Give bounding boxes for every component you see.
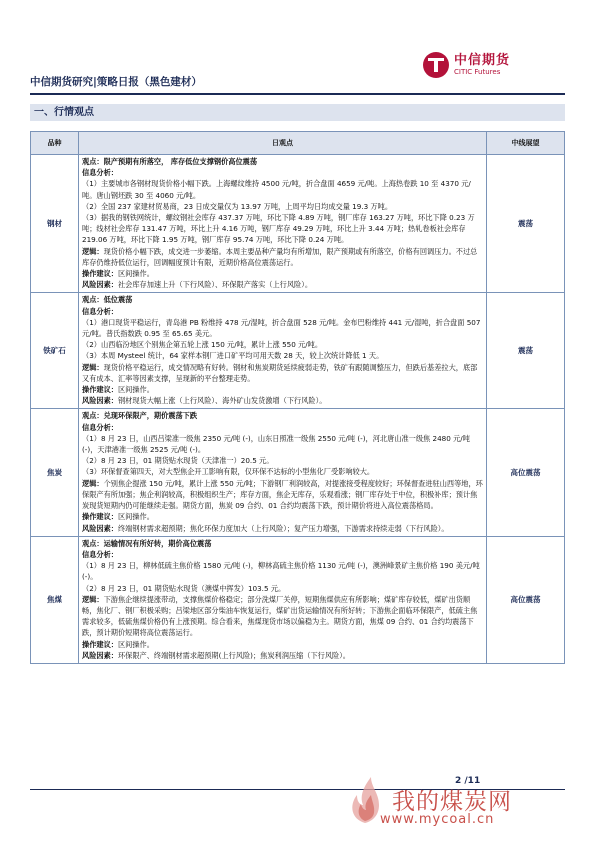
view-line-text: 观点：运输情况有所好转，期价高位震荡 (82, 538, 212, 548)
view-line-text: （2）8 月 23 日，01 期货贴水现货（澳煤中挥发）103.5 元。 (82, 583, 286, 593)
category-cell: 焦煤 (31, 536, 79, 663)
view-line (82, 201, 483, 212)
view-line (82, 583, 483, 594)
view-line (82, 317, 483, 339)
category-cell: 焦炭 (31, 409, 79, 536)
mid-term-outlook-cell: 震荡 (487, 155, 565, 293)
daily-view-cell (79, 536, 487, 663)
view-line-lead: 逻辑： (82, 362, 104, 372)
citic-logo (423, 52, 510, 78)
header-mid-term: 中线展望 (487, 132, 565, 155)
header-daily-view: 日观点 (79, 132, 487, 155)
view-line (82, 268, 483, 279)
market-view-table (30, 131, 565, 664)
view-line-text: （2）山西临汾地区个别焦企第五轮上涨 150 元/吨，累计上涨 550 元/吨。 (82, 340, 323, 350)
view-line-lead: 逻辑： (82, 246, 104, 256)
view-line-lead: 操作建议： (82, 639, 118, 649)
table-row (31, 155, 565, 293)
view-line-lead: 风险因素： (82, 650, 118, 660)
category-cell: 铁矿石 (31, 293, 79, 409)
watermark-url: www.mycoal.cn (380, 812, 495, 827)
header-divider (30, 93, 565, 95)
view-line (82, 538, 483, 549)
category-cell: 钢材 (31, 155, 79, 293)
view-line-text: 区间操作。 (117, 385, 154, 395)
view-line (82, 478, 483, 512)
view-line-lead: 风险因素： (82, 396, 118, 406)
view-line-text: （3）环保督查第四天，对大型焦企开工影响有限，仅环保不达标的小型焦化厂受影响较大。 (82, 467, 375, 477)
view-line (82, 350, 483, 361)
table-row (31, 293, 565, 409)
view-line-lead: 风险因素： (82, 523, 118, 533)
citic-logo-icon (423, 52, 449, 78)
view-line-text: 下游焦企继续提涨带动，支撑焦煤价格稳定；部分洗煤厂关停，短期焦煤供应有所影响；煤矿库存较低，煤矿出货顺畅，焦化厂、钢厂积极采购；吕梁地区部分柴油车恢复运行，煤矿出货运输情况有所好转；下游焦企面临环保限产，低硫主焦需求较多，低硫焦煤价格仍有上涨预期。综合看来，焦煤现货市场以偏稳为主。期货方面，焦煤 09 合约、01 合约均震荡下跌，预计期价短期将高位震荡运行。 (82, 594, 478, 638)
view-line-lead: 逻辑： (82, 594, 104, 604)
view-line-text: 观点：低位震荡 (82, 295, 133, 305)
view-line (82, 339, 483, 350)
view-line (82, 549, 483, 560)
view-line-text: 钢材现货大幅上涨（上行风险）、海外矿山发货激增（下行风险）。 (117, 396, 327, 406)
daily-view-cell (79, 409, 487, 536)
view-line (82, 511, 483, 522)
view-line (82, 178, 483, 200)
view-line-text: （3）本周 Mysteel 统计，64 家样本钢厂进口矿平均可用天数 28 天，较上次统计降低 1 天。 (82, 351, 384, 361)
watermark-text: 我的煤炭网 (392, 789, 512, 815)
view-line (82, 466, 483, 477)
header-category: 品种 (31, 132, 79, 155)
view-line (82, 422, 483, 433)
view-line-lead: 操作建议： (82, 269, 118, 279)
view-line-text: 信息分析： (82, 168, 118, 178)
view-line (82, 410, 483, 421)
view-line (82, 523, 483, 534)
view-line (82, 279, 483, 290)
mid-term-outlook-cell: 高位震荡 (487, 536, 565, 663)
view-line (82, 560, 483, 582)
view-line-text: （1）主要城市各钢材现货价格小幅下跌。上海螺纹维持 4500 元/吨，折合盘面 4659 元/吨。上海热卷跌 10 至 4370 元/吨。唐山钢坯跌 30 至 4060 元/吨。 (82, 179, 471, 200)
view-line (82, 246, 483, 268)
mid-term-outlook-cell: 高位震荡 (487, 409, 565, 536)
view-line-text: 环保限产、终端钢材需求超预期(上行风险)；焦炭利润压缩（下行风险）。 (117, 650, 350, 660)
view-line (82, 294, 483, 305)
view-line-lead: 操作建议： (82, 385, 118, 395)
view-line (82, 433, 483, 455)
view-line (82, 639, 483, 650)
view-line-text: 区间操作。 (117, 269, 154, 279)
view-line (82, 594, 483, 639)
view-line-text: （1）8 月 23 日，柳林低硫主焦价格 1580 元/吨 (-)，柳林高硫主焦价格 1130 元/吨 (-)，澳洲峰景矿主焦价格 190 美元/吨 (-)。 (82, 561, 480, 582)
flame-watermark-icon (345, 775, 385, 825)
view-line-text: （3）据我的钢铁网统计，螺纹钢社会库存 437.37 万吨，环比下降 4.89 万吨，钢厂库存 163.27 万吨，环比下降 0.23 万吨；线材社会库存 131.47 万吨，环比上升 4.16 万吨，钢厂库存 49.29 万吨，环比上升 3.44 万吨；热轧卷板社会库存 219.06 万吨，环比下降 1.95 万吨，钢厂库存 95.74 万吨，环比下降 0.24 万吨。 (82, 213, 475, 245)
view-line-text: 社会库存加速上升（下行风险）、环保限产落实（上行风险）。 (117, 280, 313, 290)
view-line-text: 信息分析： (82, 549, 118, 559)
view-line-text: 信息分析： (82, 306, 118, 316)
view-line (82, 650, 483, 661)
page-number: 2 /11 (455, 776, 481, 786)
daily-view-cell (79, 293, 487, 409)
table-row (31, 409, 565, 536)
view-line (82, 306, 483, 317)
view-line-lead: 逻辑： (82, 478, 104, 488)
view-line-text: 区间操作。 (117, 639, 154, 649)
view-line-lead: 操作建议： (82, 512, 118, 522)
view-line (82, 395, 483, 406)
view-line-text: 终端钢材需求超预期；焦化环保力度加大（上行风险）；复产压力增强，下游需求持续走弱（下行风险）。 (117, 523, 449, 533)
view-line-text: （1）8 月 23 日，山西吕梁准一级焦 2350 元/吨 (-)，山东日照准一级焦 2550 元/吨 (-)，河北唐山准一级焦 2480 元/吨 (-)，天津港准一级焦 2525 元/吨 (-)。 (82, 433, 470, 455)
view-line (82, 455, 483, 466)
logo-name-cn: 中信期货 (454, 53, 511, 68)
view-line-text: 观点：限产预期有所落空， 库存低位支撑钢价高位震荡 (82, 157, 258, 166)
view-line-text: （2）全国 237 家建材贸易商，23 日成交量仅为 13.97 万吨，上周平均日均成交量 19.3 万吨。 (82, 201, 393, 211)
view-line-text: 信息分析： (82, 422, 118, 432)
section-title: 一、行情观点 (30, 104, 565, 121)
mid-term-outlook-cell: 震荡 (487, 293, 565, 409)
view-line-lead: 风险因素： (82, 280, 118, 290)
view-line-text: 区间操作。 (117, 512, 154, 522)
logo-name-en: CITIC Futures (454, 68, 501, 76)
view-line (82, 167, 483, 178)
view-line (82, 212, 483, 246)
daily-view-cell (79, 155, 487, 293)
view-line-text: （2）8 月 23 日，01 期货贴水现货（天津准一）20.5 元。 (82, 456, 274, 466)
view-line-text: （1）港口现货平稳运行，青岛港 PB 粉维持 478 元/湿吨，折合盘面 528 元/吨。金布巴粉维持 441 元/湿吨，折合盘面 507 元/吨。普氏指数跌 0.95 至 65.65 美元。 (82, 317, 481, 339)
view-line-text: 现货价格小幅下跌，成交进一步萎缩。本周主要品种产量均有所增加，限产预期或有所落空，价格有回调压力。不过总库存仍维持低位运行，回调幅度预计有限，近期价格高位震荡运行。 (82, 246, 478, 267)
view-line (82, 156, 483, 167)
view-line (82, 362, 483, 384)
table-row (31, 536, 565, 663)
view-line-text: 现货价格平稳运行，成交情况略有好转。钢材和焦炭期货延续疲弱走势，铁矿有跟随调整压力，但跌后基差拉大，底部又有成本、汇率等因素支撑，呈现新的平台整理走势。 (82, 362, 478, 383)
report-title: 中信期货研究|策略日报（黑色建材） (30, 76, 202, 88)
view-line-text: 个别焦企提涨 150 元/吨，累计上涨 550 元/吨；下游钢厂利润较高，对提涨接受程度较好；环保督查进驻山西等地，环保限产有所加强；焦企利润较高，积极组织生产；库存方面，焦企无库存，乐观看涨；钢厂库存处于中位，积极补库；预计焦炭现货短期内仍可能继续走强。期货方面，焦炭 09 合约、01 合约均震荡下跌，预计期价将进入高位震荡格局。 (82, 478, 483, 511)
view-line (82, 384, 483, 395)
table-header-row (31, 132, 565, 155)
view-line-text: 观点：兑现环保限产，期价震荡下跌 (82, 411, 198, 421)
